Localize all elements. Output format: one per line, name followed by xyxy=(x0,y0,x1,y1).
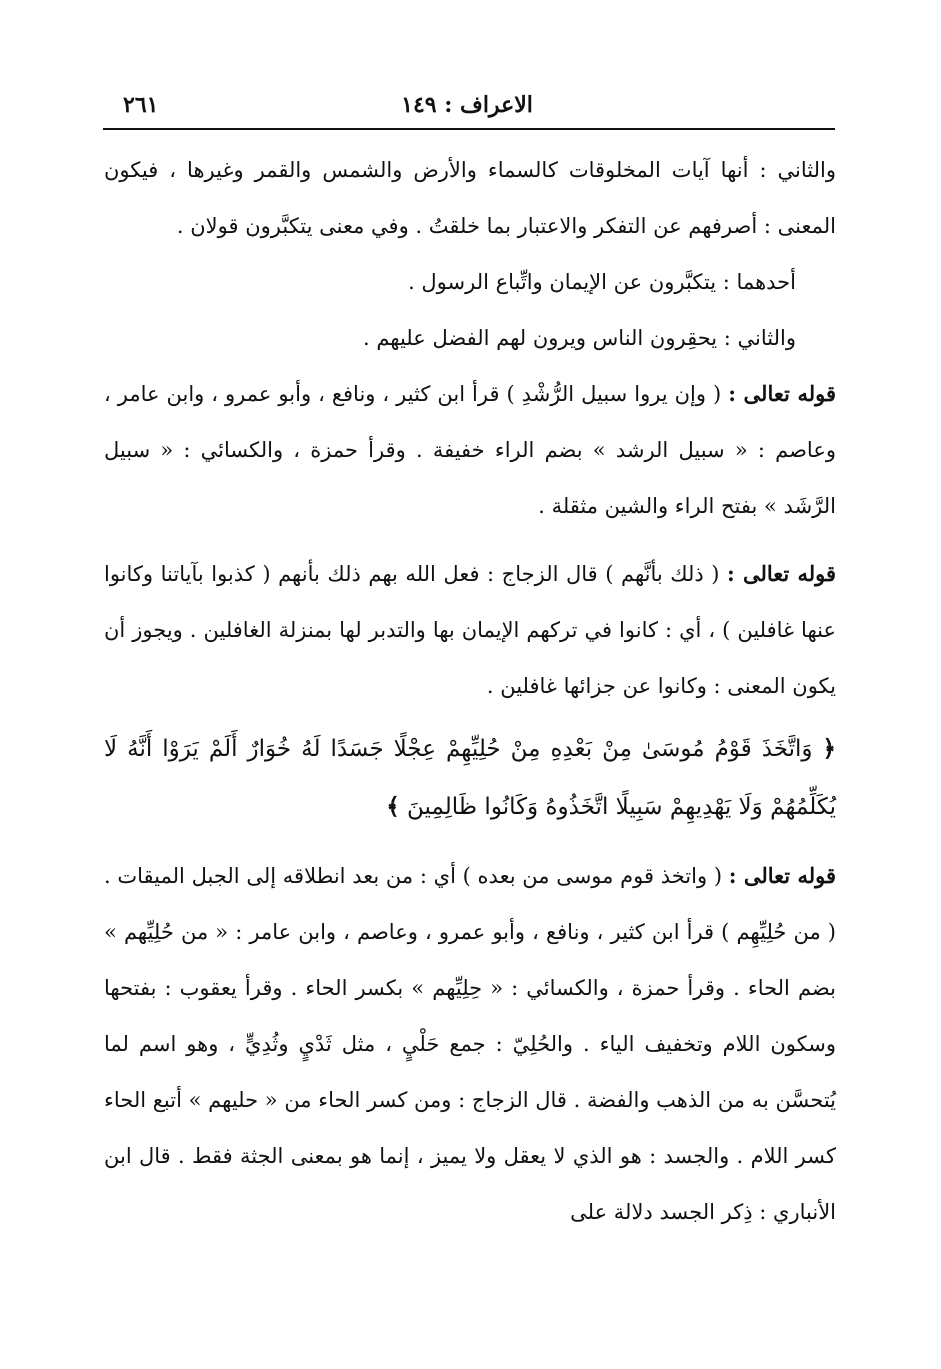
page-number: ٢٦١ xyxy=(123,92,159,118)
paragraph-text: ( واتخذ قوم موسى من بعده ) أي : من بعد انطلاقه إلى الجبل الميقات . ( من حُلِيِّهِم ) قرأ ابن كثير ، ونافع ، وأبو عمرو ، وعاصم ، وابن عامر : « من حُلِيِّهم » بضم الحاء . وقرأ حمزة ، والكسائي : « حِلِيِّهم » بكسر الحاء . وقرأ يعقوب : بفتحها وسكون اللام وتخفيف الياء . والحُلِيّ : جمع حَلْيٍ ، مثل ثَدْيٍ وثُدِيٍّ ، وهو اسم لما يُتحسَّن به من الذهب والفضة . قال الزجاج : ومن كسر الحاء من « حليهم » أتبع الحاء كسر اللام . والجسد : هو الذي لا يعقل ولا يميز ، إنما هو بمعنى الجثة فقط . قال ابن الأنباري : ذِكر الجسد دلالة على xyxy=(104,864,836,1224)
header-divider xyxy=(103,128,835,130)
paragraph-rushd-commentary xyxy=(104,366,836,534)
paragraph-text: والثاني : يحقِرون الناس ويرون لهم الفضل عليهم . xyxy=(362,326,796,350)
verse-text: وَاتَّخَذَ قَوْمُ مُوسَىٰ مِنْ بَعْدِهِ مِنْ حُلِيِّهِمْ عِجْلًا جَسَدًا لَهُ خُوَارٌ أَلَمْ يَرَوْا أَنَّهُ لَا يُكَلِّمُهُمْ وَلَا يَهْدِيهِمْ سَبِيلًا اتَّخَذُوهُ وَكَانُوا ظَالِمِينَ xyxy=(104,736,836,820)
commentary-lead: قوله تعالى : xyxy=(728,381,836,406)
commentary-lead: قوله تعالى : xyxy=(727,561,836,586)
paragraph-first-opinion xyxy=(104,254,836,310)
surah-reference: الاعراف : ١٤٩ xyxy=(401,92,533,118)
paragraph-second-opinion xyxy=(104,310,836,366)
commentary-lead: قوله تعالى : xyxy=(728,863,836,888)
paragraph-text: والثاني : أنها آيات المخلوقات كالسماء والأرض والشمس والقمر وغيرها ، فيكون المعنى : أصرفهم عن التفكر والاعتبار بما خلقتُ . وفي معنى يتكبَّرون قولان . xyxy=(104,158,836,238)
paragraph-dhalika-commentary xyxy=(104,546,836,714)
paragraph-ittakhadha-commentary xyxy=(104,848,836,1240)
quran-verse xyxy=(104,720,836,836)
paragraph-text: أحدهما : يتكبَّرون عن الإيمان واتِّباع الرسول . xyxy=(408,270,796,294)
page-body xyxy=(104,142,836,1240)
page-header xyxy=(105,86,829,126)
verse-close-bracket: ﴾ xyxy=(386,793,400,820)
paragraph-text: ( وإن يروا سبيل الرُّشْدِ ) قرأ ابن كثير ، ونافع ، وأبو عمرو ، وابن عامر ، وعاصم : « سبيل الرشد » بضم الراء خفيفة . وقرأ حمزة ، والكسائي : « سبيل الرَّشَد » بفتح الراء والشين مثقلة . xyxy=(104,382,836,518)
paragraph-second-meaning xyxy=(104,142,836,254)
verse-open-bracket: ﴿ xyxy=(822,735,836,762)
paragraph-text: ( ذلك بأنَّهم ) قال الزجاج : فعل الله بهم ذلك بأنهم ( كذبوا بآياتنا وكانوا عنها غافلين ) ، أي : كانوا في تركهم الإيمان بها والتدبر لها بمنزلة الغافلين . ويجوز أن يكون المعنى : وكانوا عن جزائها غافلين . xyxy=(104,562,836,698)
